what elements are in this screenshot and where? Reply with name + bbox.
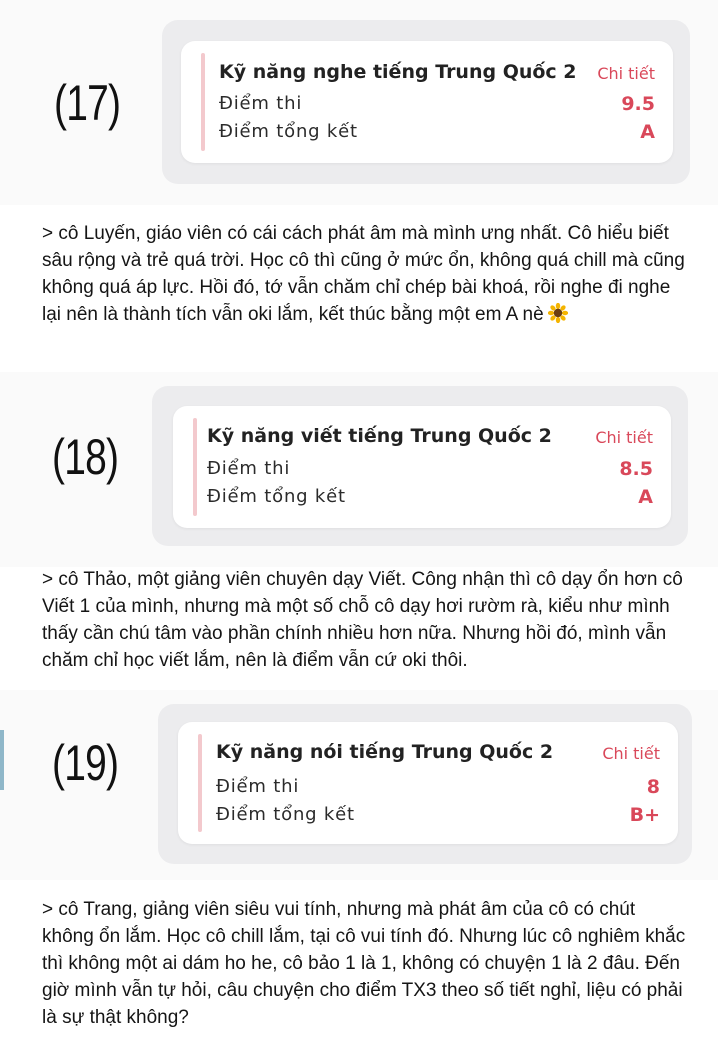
detail-link[interactable]: Chi tiết [595, 428, 653, 447]
course-title: Kỹ năng nói tiếng Trung Quốc 2 [216, 741, 554, 763]
detail-link[interactable]: Chi tiết [597, 64, 655, 83]
comment-text [42, 566, 692, 674]
exam-score-label: Điểm thi [219, 93, 303, 114]
accent-bar [193, 418, 197, 516]
exam-score-label: Điểm thi [216, 776, 300, 797]
comment-body: > cô Luyến, giáo viên có cái cách phát âm mà mình ưng nhất. Cô hiểu biết sâu rộng và trẻ quá trời. Học cô thì cũng ở mức ổn, không quá chill mà cũng không quá áp lực. Hồi đó, tớ vẫn chăm chỉ chép bài khoá, rồi nghe đi nghe lại nên là thành tích vẫn oki lắm, kết thúc bằng một em A nè [42, 223, 685, 325]
final-grade-value: B+ [629, 804, 660, 826]
section-number: (19) [52, 735, 119, 791]
final-grade-value: A [638, 486, 653, 508]
comment-text [42, 220, 692, 328]
comment-body: > cô Thảo, một giảng viên chuyên dạy Viết. Công nhận thì cô dạy ổn hơn cô Viết 1 của mình, nhưng mà một số chỗ cô dạy hơi rườm rà, kiểu như mình thấy cần chú tâm vào phần chính nhiều hơn nữa. Nhưng hồi đó, mình vẫn chăm chỉ học viết lắm, nên là điểm vẫn cứ oki thôi. [42, 569, 683, 671]
section-number: (18) [52, 429, 119, 485]
grade-card [178, 722, 678, 844]
exam-score-label: Điểm thi [207, 458, 291, 479]
final-grade-label: Điểm tổng kết [207, 486, 346, 507]
exam-score-value: 8 [646, 776, 660, 798]
accent-bar [201, 53, 205, 151]
accent-bar [198, 734, 202, 832]
sunflower-emoji-icon [548, 303, 568, 323]
detail-link[interactable]: Chi tiết [602, 744, 660, 763]
grade-card [181, 41, 673, 163]
exam-score-value: 8.5 [619, 458, 653, 480]
exam-score-value: 9.5 [621, 93, 655, 115]
comment-text [42, 896, 692, 1031]
course-title: Kỹ năng viết tiếng Trung Quốc 2 [207, 425, 552, 447]
final-grade-label: Điểm tổng kết [216, 804, 355, 825]
edge-marker [0, 730, 4, 790]
comment-body: > cô Trang, giảng viên siêu vui tính, nhưng mà phát âm của cô có chút không ổn lắm. Học cô chill lắm, tại cô vui tính đó. Nhưng lúc cô nghiêm khắc thì không một ai dám ho he, cô bảo 1 là 1, không có chuyện 1 là 2 đâu. Đến giờ mình vẫn tự hỏi, câu chuyện cho điểm TX3 theo số tiết nghỉ, liệu có phải là sự thật không? [42, 899, 686, 1028]
course-title: Kỹ năng nghe tiếng Trung Quốc 2 [219, 61, 577, 83]
grade-card [173, 406, 671, 528]
final-grade-label: Điểm tổng kết [219, 121, 358, 142]
section-number: (17) [54, 75, 121, 131]
final-grade-value: A [640, 121, 655, 143]
